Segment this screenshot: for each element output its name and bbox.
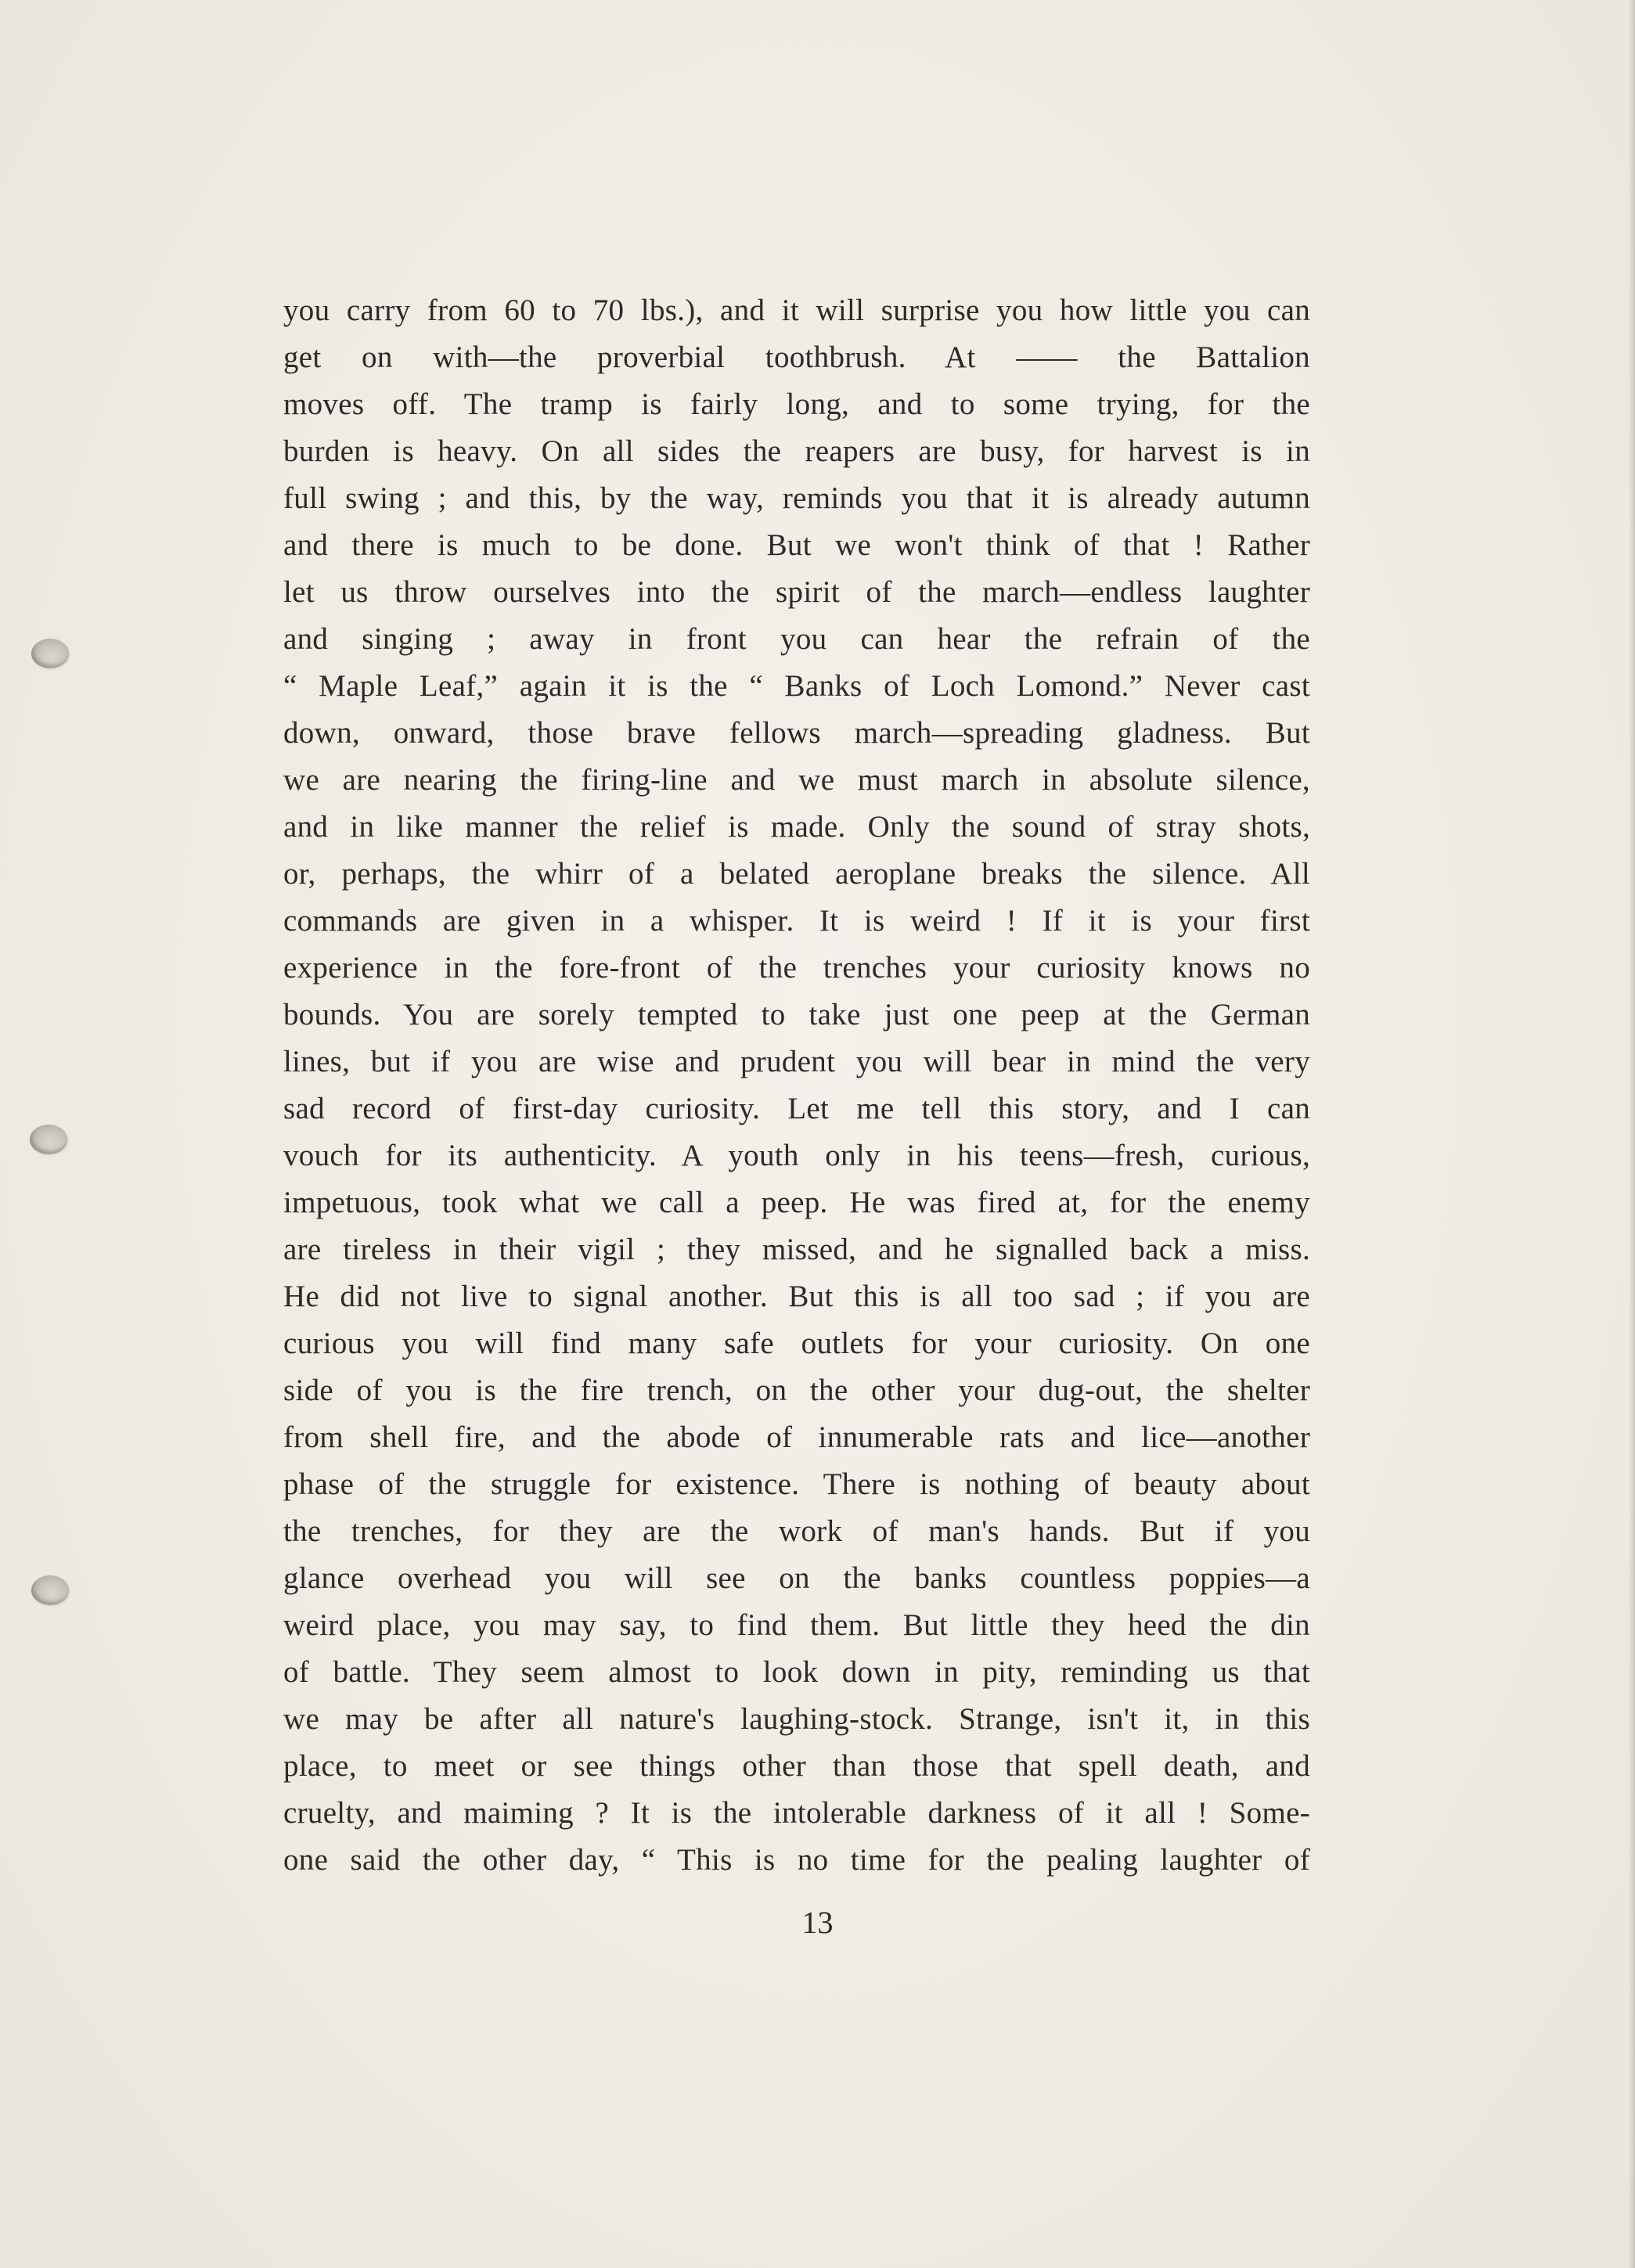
- text-line: one said the other day, “ This is no time for the pealing laughter of: [283, 1843, 1310, 1877]
- text-line: are tireless in their vigil ; they missed, and he signalled back a miss.: [283, 1233, 1310, 1266]
- page-number: 13: [801, 1905, 834, 1940]
- text-line: from shell fire, and the abode of innumerable rats and lice—another: [283, 1420, 1310, 1454]
- text-line: bounds. You are sorely tempted to take just one peep at the German: [283, 998, 1310, 1031]
- punch-hole-bottom: [31, 1575, 69, 1605]
- text-line: moves off. The tramp is fairly long, and to some trying, for the: [283, 387, 1310, 421]
- text-line: we may be after all nature's laughing-stock. Strange, isn't it, in this: [283, 1702, 1310, 1736]
- text-line: and singing ; away in front you can hear the refrain of the: [283, 622, 1310, 656]
- text-line: weird place, you may say, to find them. But little they heed the din: [283, 1608, 1310, 1642]
- text-line: we are nearing the firing-line and we must march in absolute silence,: [283, 763, 1310, 797]
- text-line: cruelty, and maiming ? It is the intolerable darkness of it all ! Some-: [283, 1796, 1310, 1830]
- text-line: of battle. They seem almost to look down in pity, reminding us that: [283, 1655, 1310, 1689]
- text-line: phase of the struggle for existence. There is nothing of beauty about: [283, 1467, 1310, 1501]
- text-line: side of you is the fire trench, on the other your dug-out, the shelter: [283, 1373, 1310, 1407]
- text-line: He did not live to signal another. But this is all too sad ; if you are: [283, 1280, 1310, 1313]
- text-line: and there is much to be done. But we won't think of that ! Rather: [283, 528, 1310, 562]
- text-line: burden is heavy. On all sides the reapers are busy, for harvest is in: [283, 434, 1310, 468]
- text-line: let us throw ourselves into the spirit of the march—endless laughter: [283, 575, 1310, 609]
- text-line: full swing ; and this, by the way, reminds you that it is already autumn: [283, 481, 1310, 515]
- text-line: lines, but if you are wise and prudent you will bear in mind the very: [283, 1045, 1310, 1078]
- punch-hole-top: [31, 639, 69, 668]
- text-line: place, to meet or see things other than those that spell death, and: [283, 1749, 1310, 1783]
- body-text: [283, 287, 1310, 1884]
- text-line: the trenches, for they are the work of man's hands. But if you: [283, 1514, 1310, 1548]
- text-line: down, onward, those brave fellows march—spreading gladness. But: [283, 716, 1310, 750]
- text-line: commands are given in a whisper. It is weird ! If it is your first: [283, 904, 1310, 938]
- text-line: get on with—the proverbial toothbrush. At —— the Battalion: [283, 340, 1310, 374]
- text-line: you carry from 60 to 70 lbs.), and it will surprise you how little you can: [283, 293, 1310, 327]
- punch-hole-middle: [30, 1125, 67, 1154]
- text-line: glance overhead you will see on the banks countless poppies—a: [283, 1561, 1310, 1595]
- text-line: sad record of first-day curiosity. Let me tell this story, and I can: [283, 1092, 1310, 1125]
- text-line: “ Maple Leaf,” again it is the “ Banks of Loch Lomond.” Never cast: [283, 669, 1310, 703]
- text-line: experience in the fore-front of the trenches your curiosity knows no: [283, 951, 1310, 985]
- text-line: impetuous, took what we call a peep. He was fired at, for the enemy: [283, 1186, 1310, 1219]
- text-line: curious you will find many safe outlets for your curiosity. On one: [283, 1327, 1310, 1360]
- text-line: and in like manner the relief is made. Only the sound of stray shots,: [283, 810, 1310, 844]
- text-line: or, perhaps, the whirr of a belated aeroplane breaks the silence. All: [283, 857, 1310, 891]
- text-line: vouch for its authenticity. A youth only in his teens—fresh, curious,: [283, 1139, 1310, 1172]
